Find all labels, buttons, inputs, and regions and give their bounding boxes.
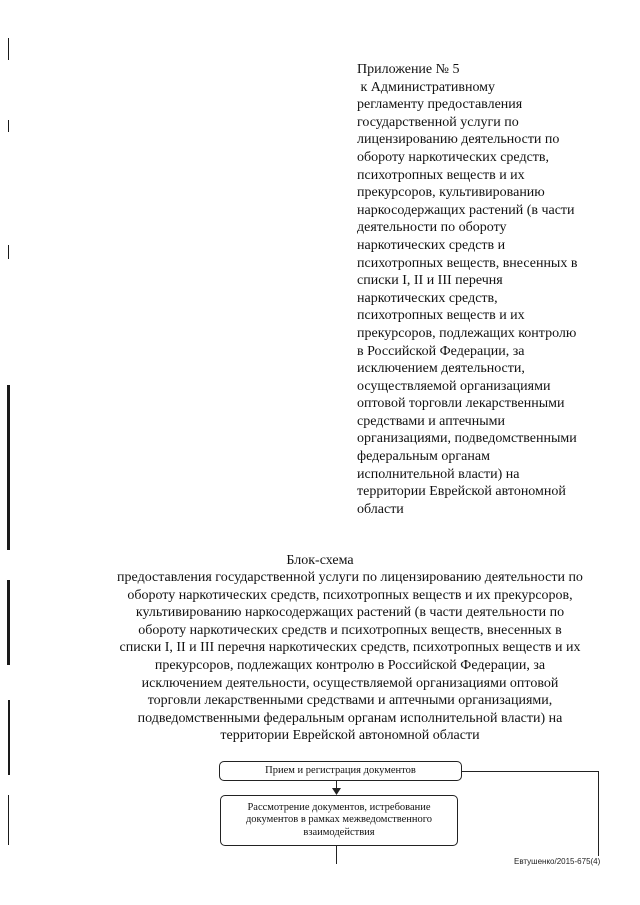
appendix-line: средствами и аптечными [357,413,505,429]
scan-edge-mark [8,700,10,775]
appendix-line: Приложение № 5 [357,62,460,77]
appendix-line: обороту наркотических средств, [357,149,550,165]
block-scheme-title: Блок-схема [286,553,354,568]
flow-step-review [220,795,458,846]
subtitle-line: подведомственными федеральным органам исполнительной власти) на [137,710,563,726]
appendix-line: исключением деятельности, [357,361,525,377]
appendix-line: психотропных веществ и их [357,308,525,324]
subtitle-line: обороту наркотических средств и психотропных веществ, внесенных в [138,622,562,638]
subtitle-line: прекурсоров, подлежащих контролю в Российской Федерации, за [154,657,546,673]
appendix-header [357,61,627,518]
flow-step-review-line: взаимодействия [303,826,375,838]
appendix-line: наркосодержащих растений (в части [357,202,575,218]
appendix-line: лицензированию деятельности по [357,132,560,148]
appendix-line: оптовой торговли лекарственными [357,396,565,412]
flow-step-review-line: Рассмотрение документов, истребование [247,801,431,813]
subtitle-line: культивированию наркосодержащих растений (в части деятельности по [135,605,565,621]
subtitle-line: обороту наркотических средств, психотропных веществ и их прекурсоров, [127,587,573,603]
subtitle-line: исключением деятельности, осуществляемой организациями оптовой [141,675,559,691]
flow-step-review-text [246,802,432,840]
document-reference: Евтушенко/2015-675(4) [514,857,601,866]
scan-edge-mark [8,795,9,845]
appendix-line: территории Еврейской автономной [357,484,566,500]
scan-edge-mark [7,385,10,550]
appendix-line: психотропных веществ, внесенных в [357,255,578,271]
appendix-line: осуществляемой организациями [357,378,551,394]
appendix-line: психотропных веществ и их [357,167,525,183]
appendix-line: федеральным органам [357,449,490,465]
subtitle-line: торговли лекарственными средствами и аптечными организациями, [147,693,553,709]
appendix-line: исполнительной власти) на [357,466,520,482]
flow-connector-down [336,846,337,864]
appendix-line: к Административному [357,79,496,95]
appendix-line: государственной услуги по [357,114,519,130]
appendix-line: наркотических средств, [357,290,498,306]
flow-step-review-line: документов в рамках межведомственного [245,814,433,826]
subtitle-line: списки I, II и III перечня наркотических средств, психотропных веществ и их [119,640,581,656]
scan-edge-mark [8,245,9,259]
appendix-line: прекурсоров, подлежащих контролю [357,325,577,341]
flow-step-reception-label: Прием и регистрация документов [265,764,416,776]
appendix-line: прекурсоров, культивированию [357,185,545,201]
block-scheme-subtitle [80,569,620,745]
flow-connector-right-vertical [598,771,599,856]
subtitle-line: территории Еврейской автономной области [220,728,480,744]
appendix-line: списки I, II и III перечня [357,273,503,289]
scan-edge-mark [8,38,9,60]
flow-step-reception [219,761,462,781]
scan-edge-mark [8,120,9,132]
arrow-down-icon [332,788,341,795]
subtitle-line: предоставления государственной услуги по лицензированию деятельности по [117,570,583,585]
appendix-line: регламенту предоставления [357,97,523,113]
appendix-line: деятельности по обороту [357,220,507,236]
appendix-line: наркотических средств и [357,237,506,253]
appendix-line: области [357,501,404,517]
scan-edge-mark [7,580,10,665]
appendix-line: в Российской Федерации, за [357,343,525,359]
appendix-line: организациями, подведомственными [357,431,577,447]
flow-connector-right-horizontal [462,771,599,772]
